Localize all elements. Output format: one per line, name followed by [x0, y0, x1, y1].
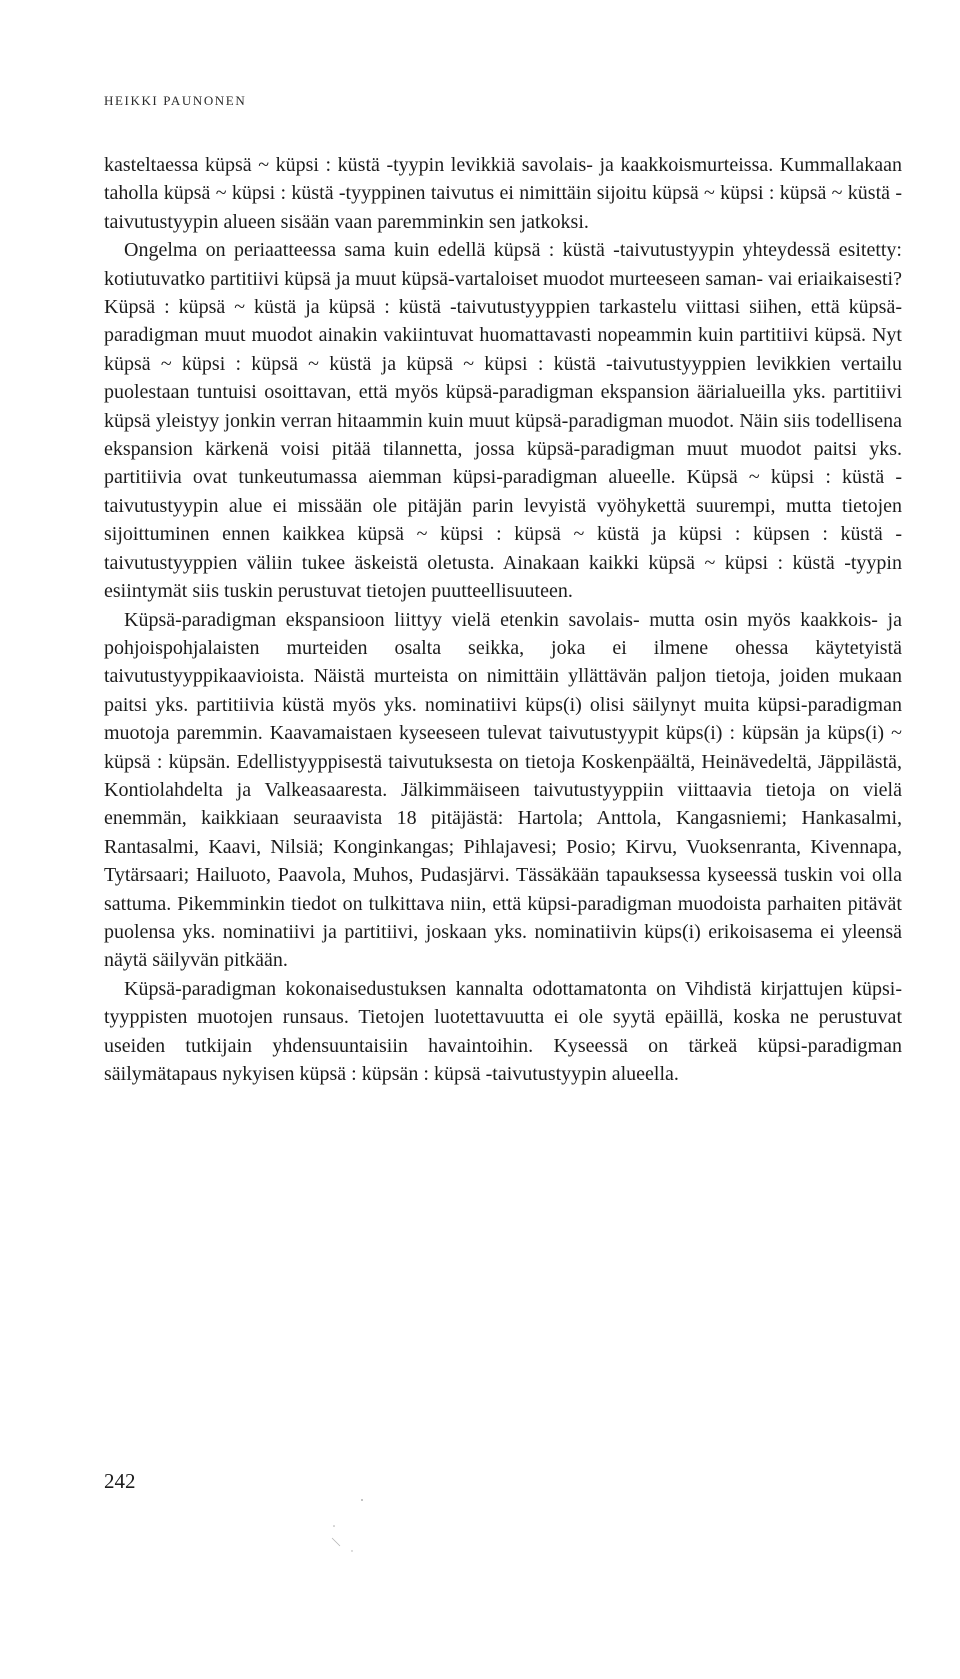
page-number: 242: [104, 1469, 136, 1493]
paragraph-3: Küpsä-paradigman ekspansioon liittyy vielä etenkin savolais- mutta osin myös kaakkois- ja pohjoispohjalaisten murteiden osalta seikka, joka ei ilmene ohessa käytetyistä taivutustyyppikaavioista. Näistä murteista on nimittäin yllättävän paljon tietoja, joiden mukaan paitsi yks. partitiivia küstä myös yks. nominatiivi küps(i) olisi säilynyt muita küpsi-paradigman muotoja paremmin. Kaavamaistaen kyseeseen tulevat taivutustyypit küps(i) : küpsän ja küps(i) ~ küpsä : küpsän. Edellistyyppisestä taivutuksesta on tietoja Koskenpäältä, Heinävedeltä, Jäppilästä, Kontiolahdelta ja Valkeasaaresta. Jälkimmäiseen taivutustyyppiin viittaavia tietoja on vielä enemmän, kaikkiaan seuraavista 18 pitäjästä: Hartola; Anttola, Kangasniemi; Hankasalmi, Rantasalmi, Kaavi, Nilsiä; Konginkangas; Pihlajavesi; Posio; Kirvu, Vuoksenranta, Kivennapa, Tytärsaari; Hailuoto, Paavola, Muhos, Pudasjärvi. Tässäkään tapauksessa kyseessä tuskin voi olla sattuma. Pikemminkin tiedot on tulkittava niin, että küpsi-paradigman muodoista parhaiten pitävät puolensa yks. nominatiivi ja partitiivi, joskaan yks. nominatiivin küps(i) erikoisasema ei yleensä näytä säilyvän pitkään.: [104, 608, 902, 972]
paragraph-2: Ongelma on periaatteessa sama kuin edellä küpsä : küstä -taivutustyypin yhteydessä esitetty: kotiutuvatko partitiivi küpsä ja muut küpsä-vartaloiset muodot murteeseen saman- vai eriaikaisesti? Küpsä : küpsä ~ küstä ja küpsä : küstä -taivutustyyppien tarkastelu viittasi siihen, että küpsä-paradigman muut muodot ainakin vakiintuvat huomattavasti nopeammin kuin partitiivi küpsä. Nyt küpsä ~ küpsi : küpsä ~ küstä ja küpsä ~ küpsi : küstä -taivutustyyppien levikkien vertailu puolestaan tuntuisi osoittavan, että myös küpsä-paradigman ekspansion äärialueilla yks. partitiivi küpsä yleistyy jonkin verran hitaammin kuin muut küpsä-paradigman muodot. Näin siis todellisena ekspansion kärkenä voisi pitää tilannetta, jossa küpsä-paradigman muut muodot paitsi yks. partitiivia ovat tunkeutumassa aiemman küpsi-paradigman alueelle. Küpsä ~ küpsi : küstä -taivutustyypin alue ei missään ole pitäjän parin levyistä vyöhykettä suurempi, mutta tietojen sijoittuminen ennen kaikkea küpsä ~ küpsi : küpsä ~ küstä ja küpsi : küpsen : küstä -taivutustyyppien väliin tukee äskeistä oletusta. Ainakaan kaikki küpsä ~ küpsi : küstä -tyypin esiintymät siis tuskin perustuvat tietojen puutteellisuuteen.: [104, 239, 902, 603]
scan-specks: [330, 1496, 370, 1556]
paragraph-1: kasteltaessa küpsä ~ küpsi : küstä -tyypin levikkiä savolais- ja kaakkoismurteissa. Kummallakaan taholla küpsä ~ küpsi : küstä -tyyppinen taivutus ei nimittäin sijoitu küpsä ~ küpsi : küpsä ~ küstä -taivutustyypin alueen sisään vaan paremminkin sen jatkoksi.: [104, 154, 902, 233]
running-head: HEIKKI PAUNONEN: [104, 93, 247, 108]
paragraph-4: Küpsä-paradigman kokonaisedustuksen kannalta odottamatonta on Vihdistä kirjattujen küpsi-tyyppisten muotojen runsaus. Tietojen luotettavuutta ei ole syytä epäillä, koska ne perustuvat useiden tutkijain yhdensuuntaisiin havaintoihin. Kyseessä on tärkeä küpsi-paradigman säilymätapaus nykyisen küpsä : küpsän : küpsä -taivutustyypin alueella.: [104, 977, 902, 1085]
body-text: [104, 151, 902, 1088]
